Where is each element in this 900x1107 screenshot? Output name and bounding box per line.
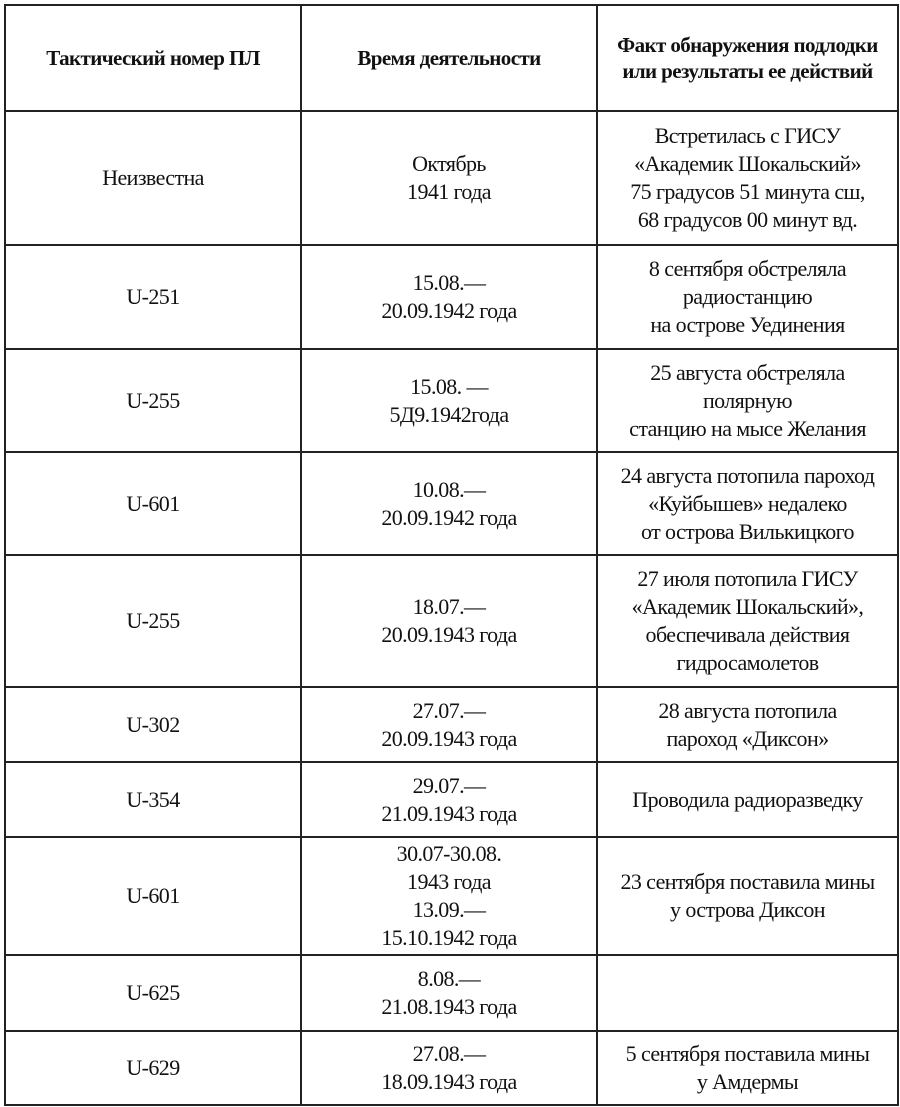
cell-detection-fact: 27 июля потопила ГИСУ «Академик Шокальский», обеспечивала действия гидросамолетов bbox=[597, 555, 898, 687]
table-row bbox=[5, 245, 898, 349]
table-row bbox=[5, 452, 898, 555]
cell-tactical-number: U-354 bbox=[5, 762, 301, 837]
header-tactical-number: Тактический номер ПЛ bbox=[5, 5, 301, 111]
header-detection-fact: Факт обнаружения подлодки или результаты ее действий bbox=[597, 5, 898, 111]
cell-activity-time: 18.07.— 20.09.1943 года bbox=[301, 555, 597, 687]
cell-activity-time: 29.07.— 21.09.1943 года bbox=[301, 762, 597, 837]
cell-tactical-number: U-255 bbox=[5, 555, 301, 687]
table-row bbox=[5, 1031, 898, 1105]
cell-activity-time: 15.08. — 5Д9.1942года bbox=[301, 349, 597, 452]
cell-activity-time: 30.07-30.08. 1943 года 13.09.— 15.10.1942 года bbox=[301, 837, 597, 955]
submarine-activity-table bbox=[4, 4, 899, 1106]
table-row bbox=[5, 762, 898, 837]
cell-activity-time: 27.08.— 18.09.1943 года bbox=[301, 1031, 597, 1105]
cell-detection-fact bbox=[597, 955, 898, 1031]
cell-activity-time: 27.07.— 20.09.1943 года bbox=[301, 687, 597, 762]
cell-tactical-number: U-601 bbox=[5, 837, 301, 955]
table-row bbox=[5, 837, 898, 955]
cell-detection-fact: 23 сентября поставила мины у острова Диксон bbox=[597, 837, 898, 955]
table-row bbox=[5, 955, 898, 1031]
cell-activity-time: 10.08.— 20.09.1942 года bbox=[301, 452, 597, 555]
cell-detection-fact: 25 августа обстреляла полярную станцию на мысе Желания bbox=[597, 349, 898, 452]
cell-activity-time: 15.08.— 20.09.1942 года bbox=[301, 245, 597, 349]
cell-activity-time: 8.08.— 21.08.1943 года bbox=[301, 955, 597, 1031]
cell-tactical-number: U-255 bbox=[5, 349, 301, 452]
table-row bbox=[5, 111, 898, 245]
cell-tactical-number: U-601 bbox=[5, 452, 301, 555]
cell-detection-fact: 8 сентября обстреляла радиостанцию на острове Уединения bbox=[597, 245, 898, 349]
header-activity-time: Время деятельности bbox=[301, 5, 597, 111]
cell-detection-fact: 24 августа потопила пароход «Куйбышев» недалеко от острова Вилькицкого bbox=[597, 452, 898, 555]
cell-detection-fact: 28 августа потопила пароход «Диксон» bbox=[597, 687, 898, 762]
table-row bbox=[5, 555, 898, 687]
table-row bbox=[5, 687, 898, 762]
cell-tactical-number: Неизвестна bbox=[5, 111, 301, 245]
cell-activity-time: Октябрь 1941 года bbox=[301, 111, 597, 245]
cell-tactical-number: U-302 bbox=[5, 687, 301, 762]
cell-tactical-number: U-625 bbox=[5, 955, 301, 1031]
cell-tactical-number: U-251 bbox=[5, 245, 301, 349]
table-row bbox=[5, 349, 898, 452]
cell-detection-fact: Встретилась с ГИСУ «Академик Шокальский» 75 градусов 51 минута сш, 68 градусов 00 минут вд. bbox=[597, 111, 898, 245]
cell-detection-fact: Проводила радиоразведку bbox=[597, 762, 898, 837]
cell-tactical-number: U-629 bbox=[5, 1031, 301, 1105]
header-row bbox=[5, 5, 898, 111]
cell-detection-fact: 5 сентября поставила мины у Амдермы bbox=[597, 1031, 898, 1105]
